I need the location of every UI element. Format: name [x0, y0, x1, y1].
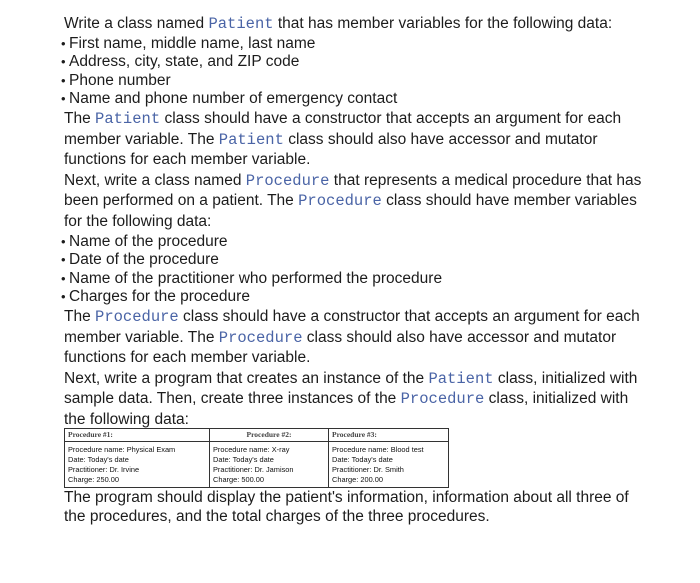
list-item: • Name of the practitioner who performed the procedure	[64, 270, 654, 289]
text-span: The	[64, 307, 96, 325]
text-span: class, initialized with sample data. Then, create three instances of the	[64, 369, 638, 408]
procedure-charge: Charge: 250.00	[68, 474, 119, 484]
patient-field-list	[64, 35, 654, 109]
procedure-column-header: Procedure #2:	[210, 430, 328, 442]
text-span: class should have member variables for the following data:	[64, 192, 637, 230]
procedure-name: Procedure name: Blood test	[332, 445, 424, 455]
procedure-name: Procedure name: X-ray	[213, 445, 290, 455]
procedure-date: Date: Today's date	[68, 455, 129, 465]
procedure-column-header: Procedure #3:	[329, 430, 448, 442]
procedure-date: Date: Today's date	[213, 455, 274, 465]
procedures-table	[64, 428, 449, 488]
code-patient: Patient	[428, 369, 494, 388]
procedure-column-1	[65, 429, 209, 487]
code-patient: Patient	[95, 109, 161, 128]
list-item: • Phone number	[64, 72, 654, 91]
code-procedure: Procedure	[245, 171, 330, 190]
text-span: class should also have accessor and mutator functions for each member variable.	[64, 328, 617, 367]
procedure-name: Procedure name: Physical Exam	[68, 445, 176, 455]
list-item: • Date of the procedure	[64, 251, 654, 270]
list-item: • Address, city, state, and ZIP code	[64, 53, 654, 72]
procedure-practitioner: Practitioner: Dr. Smith	[332, 464, 404, 474]
procedure-charge: Charge: 500.00	[213, 474, 264, 484]
text-span: that has member variables for the following data:	[273, 15, 613, 32]
paragraph-closing: The program should display the patient's information, information about all three of the procedures, and the total charges of the three procedures.	[64, 489, 629, 526]
code-patient: Patient	[218, 130, 284, 149]
code-procedure: Procedure	[400, 390, 485, 409]
text-span: class should have a constructor that accepts an argument for each member variable. The	[64, 109, 622, 148]
code-procedure: Procedure	[298, 192, 382, 211]
procedure-field-list	[64, 233, 654, 307]
code-procedure: Procedure	[95, 307, 179, 326]
text-span: class should have a constructor that accepts an argument for each member variable. The	[64, 307, 640, 346]
text-span: Next, write a class named	[64, 171, 246, 189]
paragraph-procedure-constructor	[64, 307, 654, 369]
text-span: that represents a medical procedure that has been performed on a patient. The	[64, 171, 642, 210]
procedure-practitioner: Practitioner: Dr. Jamison	[213, 464, 294, 474]
assignment-document	[64, 14, 654, 527]
procedure-charge: Charge: 200.00	[332, 474, 383, 484]
list-item: • First name, middle name, last name	[64, 35, 654, 54]
text-span: Write a class named	[64, 15, 209, 32]
text-span: Next, write a program that creates an instance of the	[64, 369, 429, 387]
paragraph-procedure-intro	[64, 171, 654, 233]
text-span: class, initialized with the following data:	[64, 390, 629, 428]
paragraph-patient-intro	[64, 14, 654, 35]
procedure-date: Date: Today's date	[332, 455, 393, 465]
paragraph-patient-constructor	[64, 109, 654, 171]
list-item: • Name of the procedure	[64, 233, 654, 252]
code-procedure: Procedure	[218, 328, 303, 347]
procedure-practitioner: Practitioner: Dr. Irvine	[68, 464, 140, 474]
text-span: The	[64, 109, 96, 127]
list-item: • Charges for the procedure	[64, 288, 654, 307]
code-patient: Patient	[208, 15, 274, 33]
procedure-column-header: Procedure #1:	[65, 430, 209, 442]
list-item: • Name and phone number of emergency contact	[64, 90, 654, 109]
paragraph-program-instructions	[64, 369, 654, 431]
text-span: class should also have accessor and mutator functions for each member variable.	[64, 130, 598, 169]
procedure-column-2	[209, 429, 328, 487]
procedure-column-3	[328, 429, 448, 487]
